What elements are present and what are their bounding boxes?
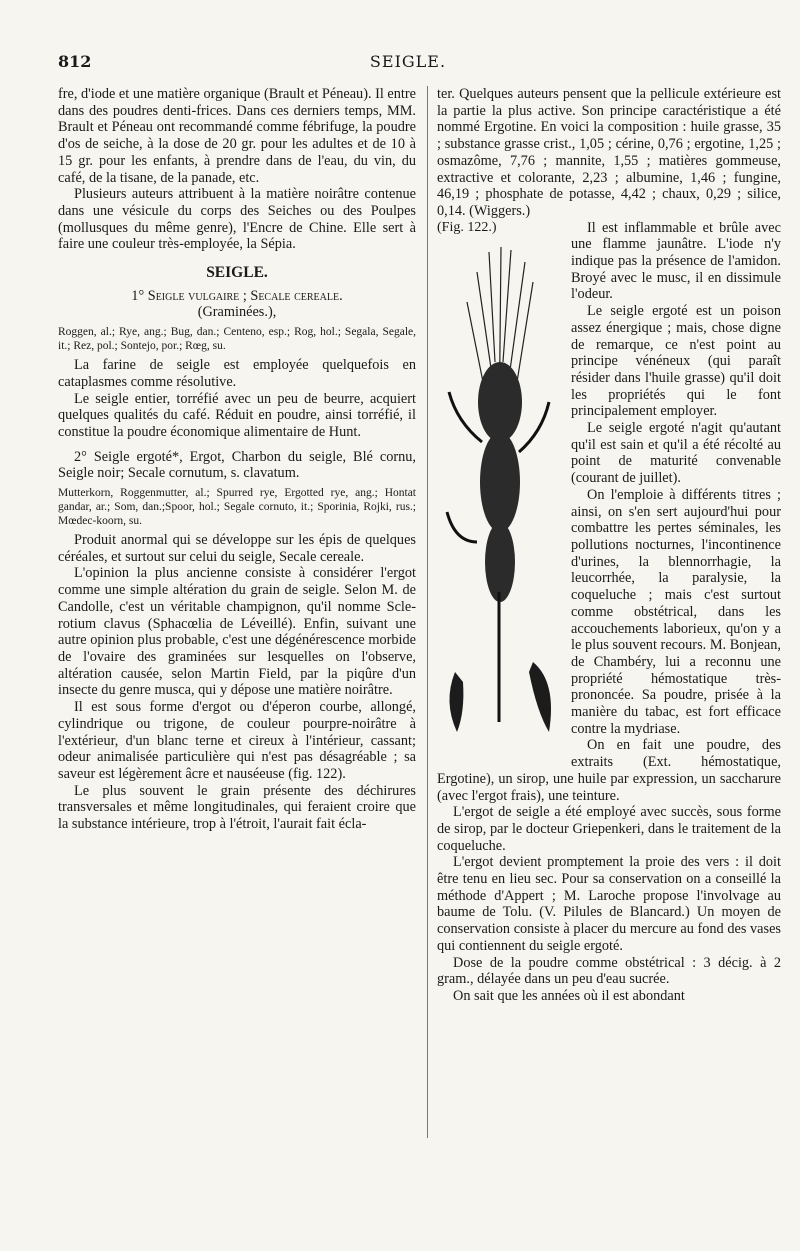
running-title: SEIGLE. bbox=[369, 52, 447, 71]
paragraph: Le seigle entier, torréfié avec un peu de beurre, acquiert quelques qualités du café. Réduit en poudre, ainsi torréfié, il constitue la poudre économique alimentaire de Hunt. bbox=[58, 390, 416, 440]
section-heading: SEIGLE. bbox=[206, 264, 268, 282]
paragraph: Il est inflammable et brûle avec une flamme jaunâtre. L'iode n'y indique pas la présence de l'amidon. Broyé avec le musc, il en dissimule l'odeur. bbox=[571, 219, 781, 303]
paragraph: On l'emploie à différents titres ; ainsi, on s'en sert aujourd'hui pour combattre les pertes séminales, les pollutions nocturnes, l'incontinence d'urines, la blennorrhagie, la leucorrhée, la paralysie, la coqueluche ; mais c'est surtout comme obstétrical, dans les accouchements laborieux, qu'on y a le plus souvent recours. M. Bonjean, de Chambéry, lui a reconnu une propriété hémostatique très-prononcée. Sa poudre, prisée à la manière du tabac, est fort efficace contre la mydriase. bbox=[571, 486, 781, 737]
paragraph: L'ergot de seigle a été employé avec succès, sous forme de sirop, par le docteur Griepenkeri, dans le traitement de la coqueluche. bbox=[437, 804, 781, 854]
paragraph: On en fait une poudre, des extraits (Ext. hémostatique, Ergotine), un sirop, une huile par expression, un saccharure (avec l'ergot frais), une teinture. bbox=[437, 737, 781, 804]
paragraph: L'opinion la plus ancienne consiste à considérer l'ergot comme une simple altération du grain de seigle. Selon M. de Candolle, c'est un véritable champignon, qu'il nomme Scle-rotium clavus (Sphacœlia de Léveillé). Enfin, suivant une autre opinion plus probable, c'est une dégénérescence morbide de l'ovaire des graminées sur lesquelles on l'observe, altération causée, selon Martin Field, par la piqûre d'un insecte du genre musca, qui y dépose une matière noirâtre. bbox=[58, 565, 416, 699]
page-header bbox=[58, 52, 758, 76]
page-number: 812 bbox=[58, 52, 92, 71]
subsection-title: 1° Seigle vulgaire ; Secale cereale. bbox=[131, 287, 343, 304]
paragraph: fre, d'iode et une matière organique (Brault et Péneau). Il entre dans des poudres denti-frices. Dans ces derniers temps, MM. Brault et Péneau ont recommandé comme fébrifuge, la poudre d'os de seiche, à la dose de 20 gr. pour les adultes et de 10 à 15 gr. pour les enfants, à prendre dans de l'eau, du vin, du café, de la tisane, de la panade, etc. bbox=[58, 86, 416, 186]
subsection-title: 2° Seigle ergoté*, Ergot, Charbon du seigle, Blé cornu, Seigle noir; Secale cornutum, s. clavatum. bbox=[58, 448, 416, 482]
paragraph: Le seigle ergoté n'agit qu'autant qu'il est sain et qu'il a été récolté au point de maturité convenable (courant de juillet). bbox=[571, 420, 781, 487]
paragraph: La farine de seigle est employée quelquefois en cataplasmes comme résolutive. bbox=[58, 357, 416, 390]
figure-label: (Fig. 122.) bbox=[437, 219, 497, 235]
ergot-rye-illustration bbox=[437, 242, 565, 742]
figure-122 bbox=[437, 220, 565, 762]
paragraph: Produit anormal qui se développe sur les épis de quelques céréales, et surtout sur celui du seigle, Secale cereale. bbox=[58, 532, 416, 565]
vernacular-names: Mutterkorn, Roggenmutter, al.; Spurred rye, Ergotted rye, ang.; Hontat gandar, ar.; Som, dan.;Spoor, hol.; Segale cornuto, it.; Sporinia, Rojki, rus.; Mœdec-koorn, su. bbox=[58, 487, 416, 528]
column-divider bbox=[427, 86, 428, 1138]
paragraph: On sait que les années où il est abondant bbox=[453, 987, 685, 1004]
family-name: (Graminées.), bbox=[197, 304, 277, 321]
paragraph: Dose de la poudre comme obstétrical : 3 décig. à 2 gram., délayée dans un peu d'eau sucrée. bbox=[437, 954, 781, 988]
vernacular-names: Roggen, al.; Rye, ang.; Bug, dan.; Centeno, esp.; Rog, hol.; Segala, Segale, it.; Rez, pol.; Sontejo, por.; Rœg, su. bbox=[58, 326, 416, 353]
paragraph: Il est sous forme d'ergot ou d'éperon courbe, allongé, cylindrique ou trigone, de couleur pourpre-noirâtre à l'extérieur, d'un blanc terne et cireux à l'intérieur, cassant; odeur animalisée particulière qui n'est pas désagréable ; sa saveur est légèrement âcre et nauséeuse (fig. 122). bbox=[58, 699, 416, 782]
paragraph: Plusieurs auteurs attribuent à la matière noirâtre contenue dans une vésicule du corps des Seiches ou des Poulpes (mollusques du même genre), l'Encre de Chine. Elle sert à faire une couleur très-employée, la Sépia. bbox=[58, 186, 416, 253]
paragraph: L'ergot devient promptement la proie des vers : il doit être tenu en lieu sec. Pour sa conservation on a conseillé la méthode d'Appert ; M. Laroche propose l'involvage au baume de Tolu. (V. Pilules de Blancard.) Un moyen de conservation consiste à placer du mercure au fond des vases qui contiennent du seigle ergoté. bbox=[437, 854, 781, 954]
left-column bbox=[58, 86, 416, 833]
paragraph: Le plus souvent le grain présente des déchirures transversales et même longitudinales, qui feraient croire que la substance intérieure, trop à l'étroit, l'aurait fait écla- bbox=[58, 782, 416, 833]
right-column bbox=[437, 86, 781, 1005]
paragraph: Le seigle ergoté est un poison assez énergique ; mais, chose digne de remarque, ce n'est point au principe vénéneux (qui paraît résider dans l'huile grasse) qu'il doit les propriétés qui le font principalement employer. bbox=[571, 303, 781, 420]
paragraph: ter. Quelques auteurs pensent que la pellicule extérieure est la partie la plus active. Son principe caractéristique a été nommé Ergotine. En voici la composition : huile grasse, 35 ; substance grasse crist., 1,05 ; cérine, 0,76 ; ergotine, 1,25 ; osmazôme, 7,76 ; mannite, 1,55 ; matières gommeuse, extractive et colorante, 2,23 ; albumine, 1,46 ; fungine, 46,19 ; phosphate de potasse, 4,42 ; chaux, 0,29 ; silice, 0,14. (Wiggers.) bbox=[437, 86, 781, 219]
